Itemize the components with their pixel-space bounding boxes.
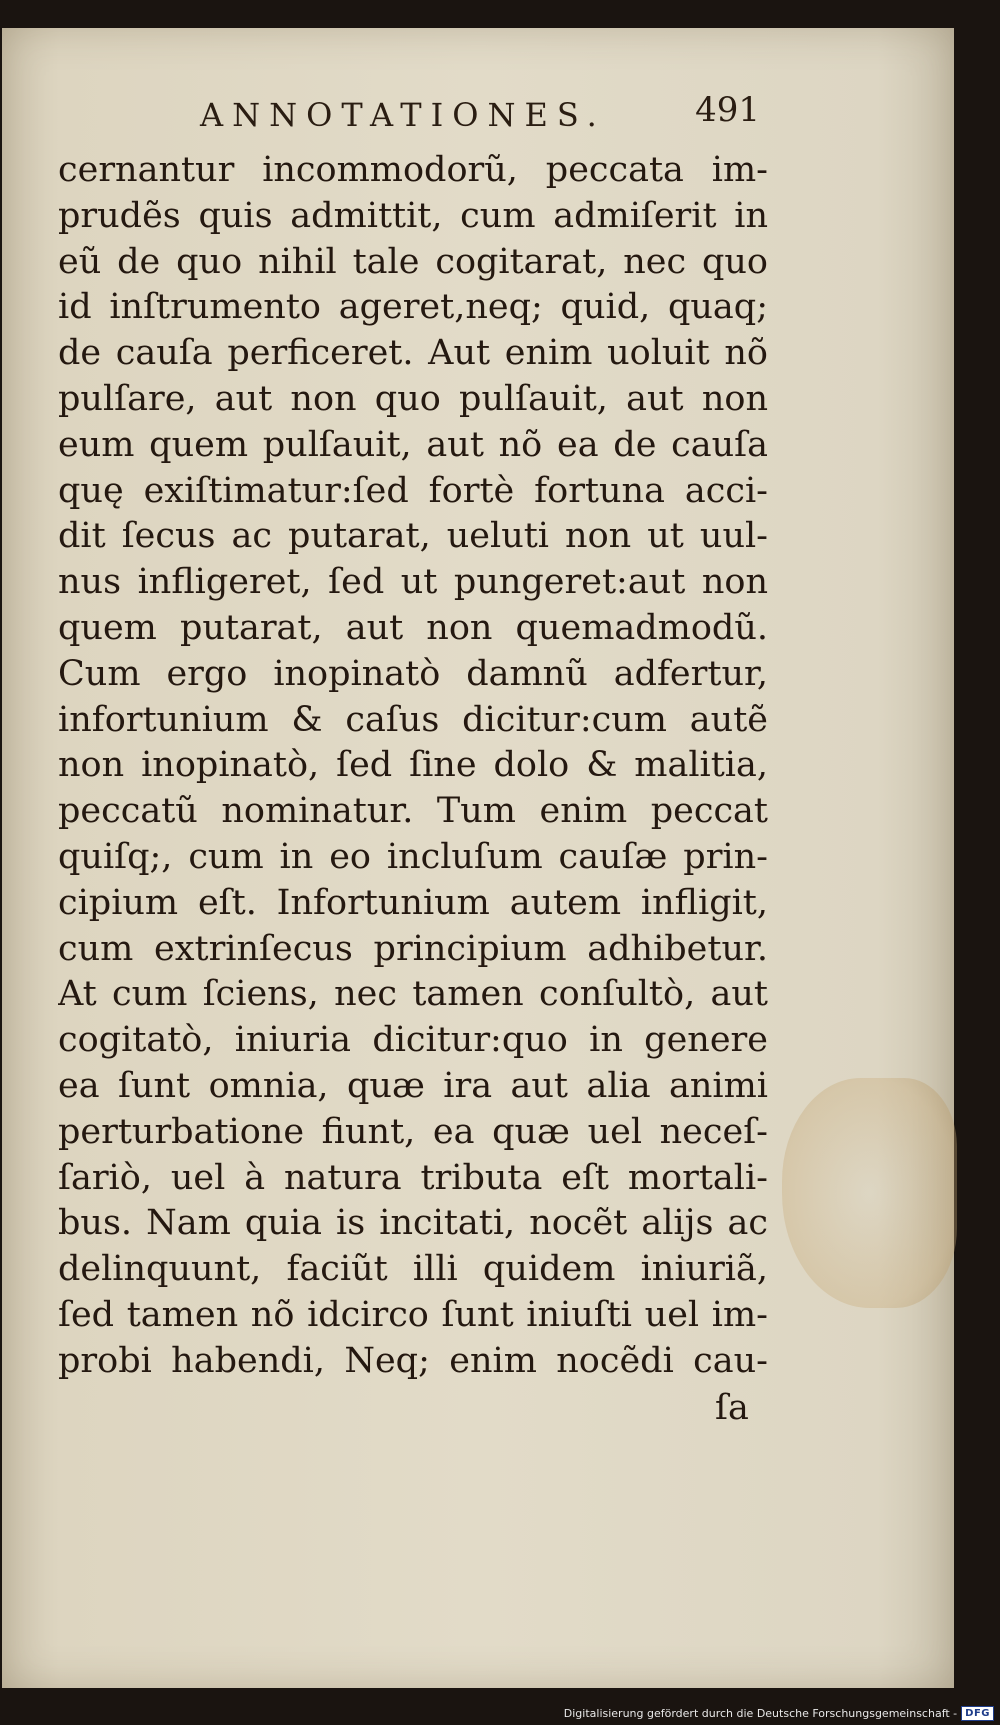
text-line: cernantur incommodorũ, peccata im-: [58, 150, 768, 190]
text-line: prudẽs quis admittit, cum admiſerit in: [58, 195, 768, 236]
text-line: Cum ergo inopinatò damnũ adfertur,: [58, 653, 768, 694]
running-head: ANNOTATIONES.: [200, 96, 606, 134]
text-line: ſed tamen nõ idcirco ſunt iniuſti uel im-: [58, 1294, 768, 1335]
text-line: peccatũ nominatur. Tum enim peccat: [58, 791, 768, 832]
page-header: [200, 90, 760, 140]
text-line: cum extrinſecus principium adhibetur.: [58, 928, 768, 969]
text-line: nus infligeret, ſed ut pungeret:aut non: [58, 562, 768, 603]
body-text: [58, 148, 768, 1385]
text-line: eum quem pulſauit, aut nõ ea de cauſa: [58, 424, 768, 465]
digitization-credit: [564, 1703, 994, 1723]
catchword: ſa: [715, 1388, 749, 1428]
text-line: cipium eſt. Infortunium autem infligit,: [58, 882, 768, 923]
text-line: At cum ſciens, nec tamen conſultò, aut: [58, 974, 768, 1015]
water-stain: [782, 1078, 957, 1308]
credit-text: Digitalisierung gefördert durch die Deutsche Forschungsgemeinschaft -: [563, 1706, 958, 1720]
text-line: ſariò, uel à natura tributa eſt mortali-: [58, 1157, 768, 1198]
text-line: quę exiſtimatur:ſed fortè fortuna acci-: [58, 470, 768, 511]
text-line: quem putarat, aut non quemadmodũ.: [58, 607, 768, 648]
text-line: perturbatione fiunt, ea quæ uel neceſ-: [58, 1111, 768, 1152]
text-line: eũ de quo nihil tale cogitarat, nec quo: [58, 241, 768, 282]
text-line: id inſtrumento ageret,neq; quid, quaq;: [58, 287, 768, 328]
text-line: delinquunt, faciũt illi quidem iniuriã,: [58, 1249, 768, 1290]
text-line: probi habendi, Neq; enim nocẽdi cau-: [58, 1340, 768, 1381]
text-line: dit ſecus ac putarat, ueluti non ut uul-: [58, 516, 768, 557]
text-line: infortunium & caſus dicitur:cum autẽ: [58, 699, 768, 740]
text-line: pulſare, aut non quo pulſauit, aut non: [58, 378, 768, 419]
text-line: non inopinatò, ſed ſine dolo & malitia,: [58, 745, 768, 786]
dfg-logo: DFG: [961, 1706, 994, 1721]
text-line: bus. Nam quia is incitati, nocẽt alijs ac: [58, 1203, 768, 1244]
text-line: ea ſunt omnia, quæ ira aut alia animi: [58, 1065, 768, 1106]
text-line: quiſq;, cum in eo incluſum cauſæ prin-: [58, 836, 768, 877]
text-line: cogitatò, iniuria dicitur:quo in genere: [58, 1020, 768, 1061]
folio-number: 491: [695, 90, 760, 130]
text-line: de cauſa perficeret. Aut enim uoluit nõ: [58, 333, 768, 374]
